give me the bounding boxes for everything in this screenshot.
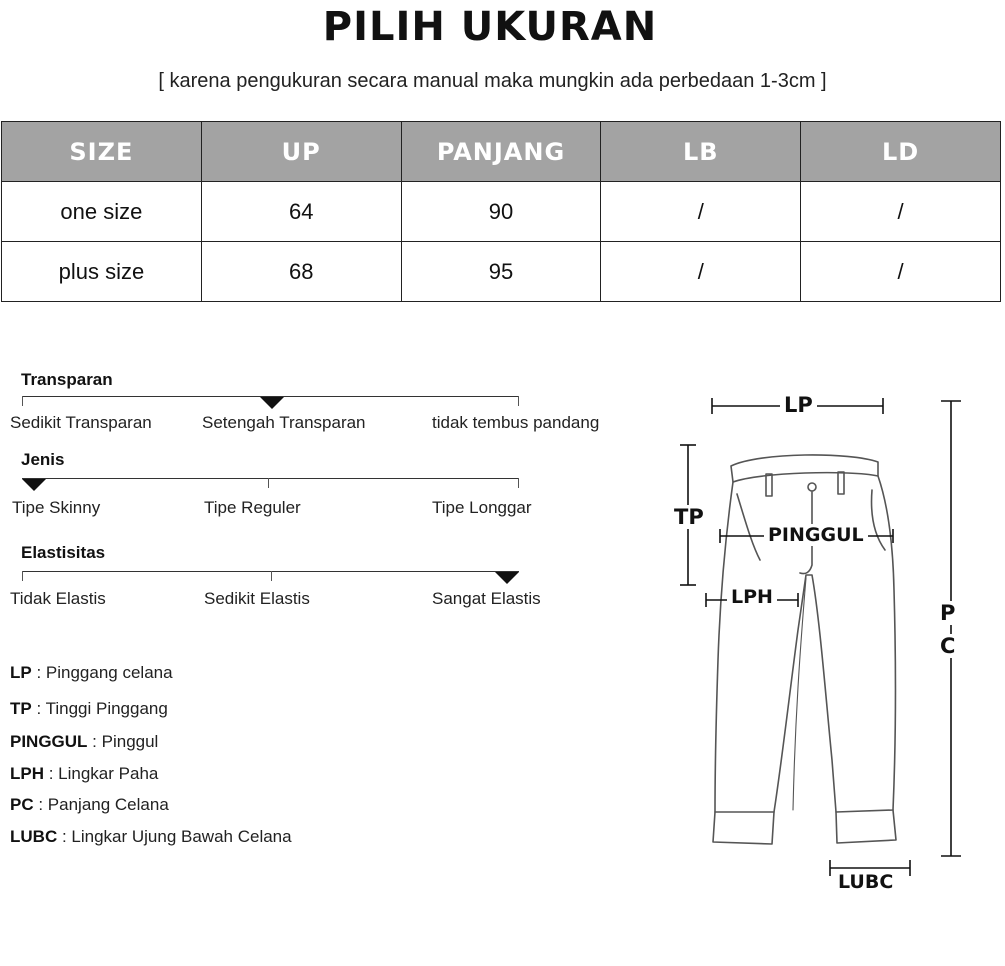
left-cuff (713, 812, 774, 844)
column-header-panjang: PANJANG (401, 122, 601, 182)
legend-desc: : Lingkar Ujung Bawah Celana (57, 827, 292, 846)
option-setengah-transparan: Setengah Transparan (202, 413, 366, 432)
table-cell: 68 (201, 242, 401, 302)
option-tidak-tembus-pandang: tidak tembus pandang (432, 413, 600, 432)
diagram-label-lph: LPH (727, 586, 777, 608)
pocket-line (737, 494, 760, 560)
option-sangat-elastis: Sangat Elastis (432, 589, 541, 608)
table-cell: 95 (401, 242, 601, 302)
diagram-label-pinggul: PINGGUL (764, 524, 868, 546)
diagram-label-pc-top: P (937, 601, 958, 625)
table-cell: / (601, 242, 801, 302)
legend-desc: : Panjang Celana (33, 795, 169, 814)
legend-abbr: TP (10, 699, 32, 718)
option-tipe-reguler: Tipe Reguler (204, 498, 301, 517)
legend-desc: : Pinggul (87, 732, 159, 751)
attribute-label-transparan: Transparan (21, 370, 113, 389)
option-sedikit-transparan: Sedikit Transparan (10, 413, 152, 432)
right-cuff (836, 810, 896, 843)
legend-desc: : Pinggang celana (31, 663, 173, 682)
option-tipe-skinny: Tipe Skinny (12, 498, 101, 517)
table-cell: one size (2, 182, 202, 242)
diagram-label-lp: LP (780, 393, 817, 417)
seam-line (793, 578, 806, 810)
belt-loop (838, 472, 844, 494)
table-cell: 64 (201, 182, 401, 242)
legend-desc: : Tinggi Pinggang (31, 699, 168, 718)
page-subtitle: [ karena pengukuran secara manual maka mungkin ada perbedaan 1-3cm ] (158, 70, 827, 92)
option-sedikit-elastis: Sedikit Elastis (204, 589, 310, 608)
option-tidak-elastis: Tidak Elastis (10, 589, 106, 608)
table-cell: / (801, 242, 1001, 302)
column-header-up: UP (201, 122, 401, 182)
table-cell: 90 (401, 182, 601, 242)
option-tipe-longgar: Tipe Longgar (432, 498, 532, 517)
button-icon (808, 483, 816, 491)
legend-abbr: LUBC (10, 827, 58, 846)
diagram-label-lubc: LUBC (834, 871, 897, 893)
belt-loop (766, 474, 772, 496)
legend-desc: : Lingkar Paha (44, 764, 159, 783)
table-cell: / (801, 182, 1001, 242)
table-cell: plus size (2, 242, 202, 302)
legend-abbr: PINGGUL (10, 732, 88, 751)
diagram-label-tp: TP (670, 505, 708, 529)
table-cell: / (601, 182, 801, 242)
page-title: PILIH UKURAN (322, 4, 658, 50)
column-header-ld: LD (801, 122, 1001, 182)
attribute-label-jenis: Jenis (21, 450, 65, 469)
legend-abbr: PC (10, 795, 34, 814)
diagram-label-pc-bottom: C (937, 634, 958, 658)
column-header-size: SIZE (2, 122, 202, 182)
column-header-lb: LB (601, 122, 801, 182)
legend-abbr: LPH (10, 764, 44, 783)
waistband-outline (731, 455, 878, 482)
attribute-label-elastisitas: Elastisitas (21, 543, 106, 562)
pocket-line (872, 490, 885, 550)
legend-abbr: LP (10, 663, 32, 682)
